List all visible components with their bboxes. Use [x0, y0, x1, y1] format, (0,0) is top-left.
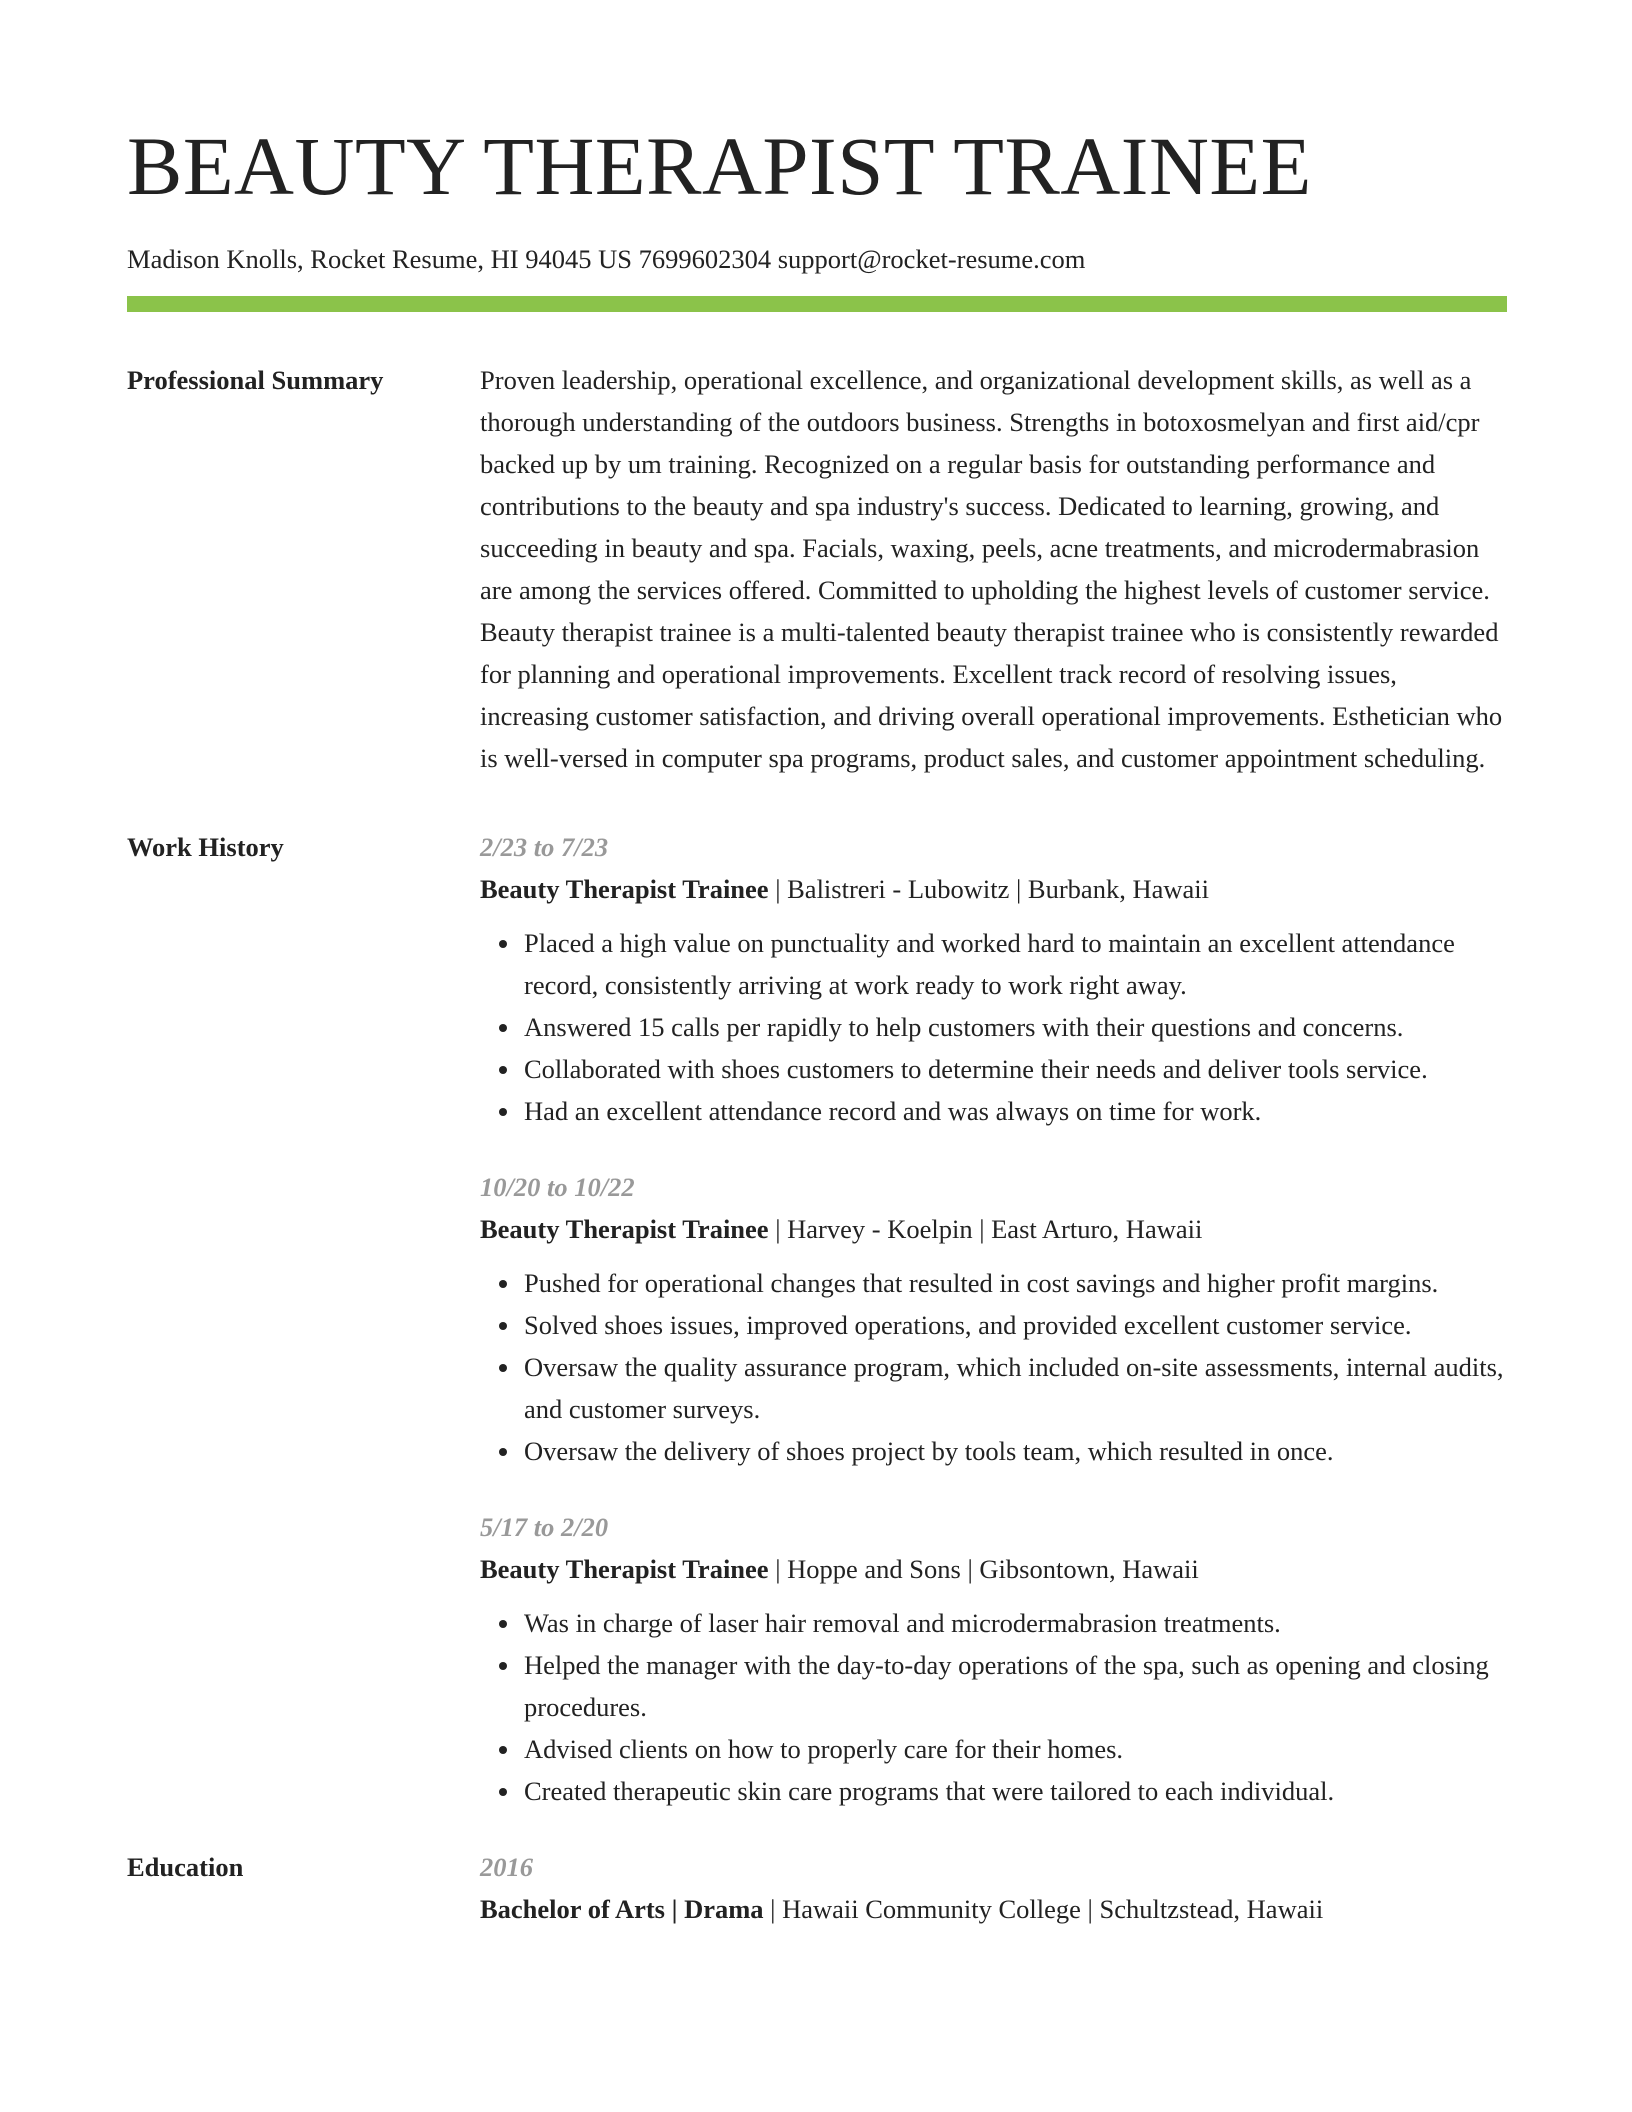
- job-bullet: Helped the manager with the day-to-day operations of the spa, such as opening and closing procedures.: [524, 1644, 1507, 1728]
- job-entry: [480, 826, 1507, 1132]
- job-header: [480, 868, 1507, 910]
- education-body: [480, 1849, 1507, 1930]
- job-bullet: Placed a high value on punctuality and worked hard to maintain an excellent attendance record, consistently arriving at work ready to work right away.: [524, 922, 1507, 1006]
- job-bullet: Oversaw the quality assurance program, which included on-site assessments, internal audits, and customer surveys.: [524, 1346, 1507, 1430]
- job-bullet: Answered 15 calls per rapidly to help customers with their questions and concerns.: [524, 1006, 1507, 1048]
- summary-body: [480, 362, 1507, 779]
- job-bullet: Created therapeutic skin care programs that were tailored to each individual.: [524, 1770, 1507, 1812]
- job-bullet: Oversaw the delivery of shoes project by tools team, which resulted in once.: [524, 1430, 1507, 1472]
- job-entry: [480, 1506, 1507, 1812]
- job-bullet: Advised clients on how to properly care for their homes.: [524, 1728, 1507, 1770]
- job-bullets: [480, 922, 1507, 1132]
- job-bullet: Collaborated with shoes customers to determine their needs and deliver tools service.: [524, 1048, 1507, 1090]
- job-bullets: [480, 1602, 1507, 1812]
- contact-line: Madison Knolls, Rocket Resume, HI 94045 US 7699602304 support@rocket-resume.com: [127, 244, 1086, 274]
- job-title: Beauty Therapist Trainee: [480, 1554, 769, 1584]
- job-bullets: [480, 1262, 1507, 1472]
- job-entry: [480, 1166, 1507, 1472]
- job-bullet: Solved shoes issues, improved operations, and provided excellent customer service.: [524, 1304, 1507, 1346]
- job-header: [480, 1548, 1507, 1590]
- professional-summary-section: [127, 362, 1507, 779]
- job-dates: 5/17 to 2/20: [480, 1512, 609, 1542]
- resume-title: BEAUTY THERAPIST TRAINEE: [127, 120, 1312, 212]
- summary-text: Proven leadership, operational excellence, and organizational development skills, as well as a thorough understanding of the outdoors business. Strengths in botoxosmelyan and first aid/cpr backed up by um training. Recognized on a regular basis for outstanding performance and contributions to the beauty and spa industry's success. Dedicated to learning, growing, and succeeding in beauty and spa. Facials, waxing, peels, acne treatments, and microdermabrasion are among the services offered. Committed to upholding the highest levels of customer service. Beauty therapist trainee is a multi-talented beauty therapist trainee who is consistently rewarded for planning and operational improvements. Excellent track record of resolving issues, increasing customer satisfaction, and driving overall operational improvements. Esthetician who is well-versed in computer spa programs, product sales, and customer appointment scheduling.: [480, 365, 1503, 773]
- education-header: [480, 1888, 1507, 1930]
- work-body: [480, 829, 1507, 1812]
- job-title: Beauty Therapist Trainee: [480, 874, 769, 904]
- job-header: [480, 1208, 1507, 1250]
- job-bullet: Pushed for operational changes that resulted in cost savings and higher profit margins.: [524, 1262, 1507, 1304]
- job-details: | Balistreri - Lubowitz | Burbank, Hawaii: [768, 874, 1209, 904]
- education-year: 2016: [480, 1852, 533, 1882]
- education-section: [127, 1849, 1507, 1930]
- accent-divider: [127, 296, 1507, 312]
- job-dates: 10/20 to 10/22: [480, 1172, 635, 1202]
- section-label-summary: Professional Summary: [127, 365, 384, 395]
- job-dates: 2/23 to 7/23: [480, 832, 609, 862]
- section-label-education: Education: [127, 1852, 244, 1882]
- section-label-work: Work History: [127, 832, 284, 862]
- work-history-section: [127, 829, 1507, 1812]
- job-bullet: Had an excellent attendance record and was always on time for work.: [524, 1090, 1507, 1132]
- job-details: | Harvey - Koelpin | East Arturo, Hawaii: [768, 1214, 1203, 1244]
- job-title: Beauty Therapist Trainee: [480, 1214, 769, 1244]
- job-bullet: Was in charge of laser hair removal and microdermabrasion treatments.: [524, 1602, 1507, 1644]
- education-degree: Bachelor of Arts | Drama: [480, 1894, 764, 1924]
- education-details: | Hawaii Community College | Schultzstead, Hawaii: [763, 1894, 1324, 1924]
- job-details: | Hoppe and Sons | Gibsontown, Hawaii: [768, 1554, 1199, 1584]
